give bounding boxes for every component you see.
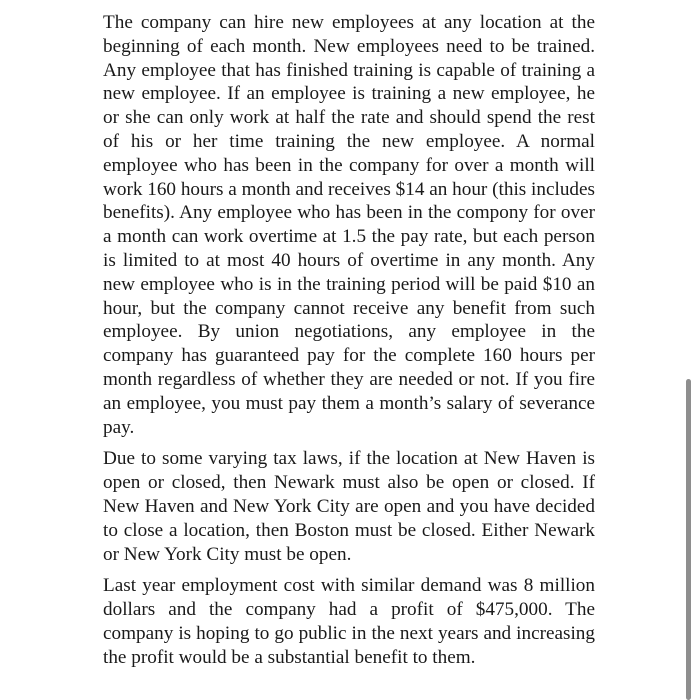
scrollbar-thumb[interactable] (686, 379, 691, 700)
paragraph-hiring-training: The company can hire new employees at any location at the beginning of each month. New employees need to be trained. Any employee that has finished training is capable of training a new employee. If an employee is training a new employee, he or she can only work at half the rate and should spend the rest of his or her time training the new employee. A normal employee who has been in the company for over a month will work 160 hours a month and receives $14 an hour (this includes benefits). Any employee who has been in the compony for over a month can work overtime at 1.5 the pay rate, but each person is limited to at most 40 hours of overtime in any month. Any new employee who is in the training period will be paid $10 an hour, but the company cannot receive any benefit from such employee. By union negotiations, any employee in the company has guaranteed pay for the complete 160 hours per month regardless of whether they are needed or not. If you fire an employee, you must pay them a month’s salary of severance pay. (103, 12, 595, 438)
paragraph-location-rules: Due to some varying tax laws, if the location at New Haven is open or closed, then Newark must also be open or closed. If New Haven and New York City are open and you have decided to close a location, then Boston must be closed. Either Newark or New York City must be open. (103, 448, 595, 565)
document-body (103, 11, 595, 670)
paragraph-last-year-costs: Last year employment cost with similar demand was 8 million dollars and the company had a profit of $475,000. The company is hoping to go public in the next years and increasing the profit would be a substantial benefit to them. (103, 575, 595, 668)
